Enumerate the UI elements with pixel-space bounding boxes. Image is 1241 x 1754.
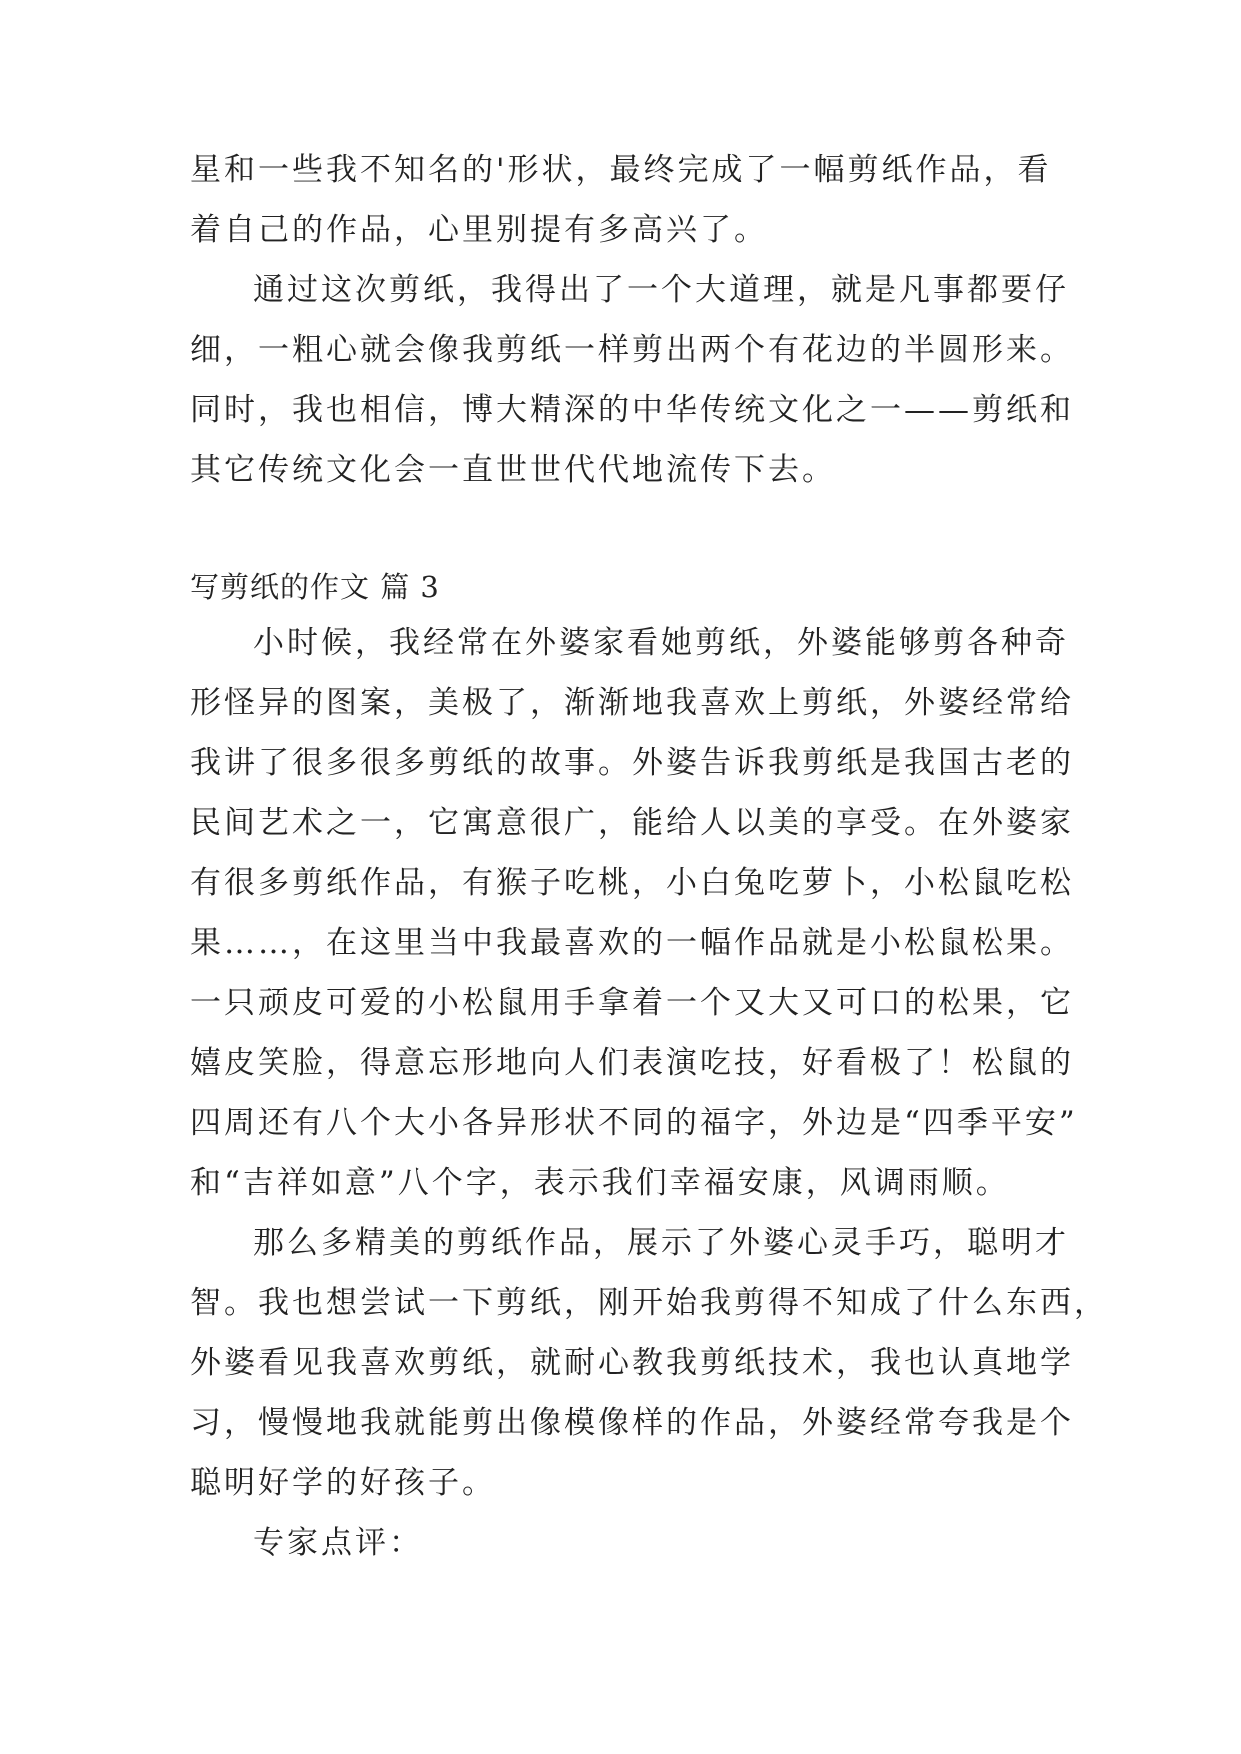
text-line: 着自己的作品，心里别提有多高兴了。	[190, 212, 768, 248]
text-line: 其它传统文化会一直世世代代地流传下去。	[190, 452, 836, 488]
text-line: 和“吉祥如意”八个字，表示我们幸福安康，风调雨顺。	[190, 1165, 1010, 1201]
expert-comment-label: 专家点评：	[253, 1525, 423, 1561]
text-line: 一只顽皮可爱的小松鼠用手拿着一个又大又可口的松果，它	[190, 985, 1074, 1021]
text-line: 那么多精美的剪纸作品，展示了外婆心灵手巧，聪明才	[253, 1225, 1069, 1261]
text-line: 习，慢慢地我就能剪出像模像样的作品，外婆经常夸我是个	[190, 1405, 1074, 1441]
text-line: 果……，在这里当中我最喜欢的一幅作品就是小松鼠松果。	[190, 925, 1074, 961]
text-line: 细，一粗心就会像我剪纸一样剪出两个有花边的半圆形来。	[190, 332, 1074, 368]
text-line: 嬉皮笑脸，得意忘形地向人们表演吃技，好看极了！松鼠的	[190, 1045, 1074, 1081]
text-line: 四周还有八个大小各异形状不同的福字，外边是“四季平安”	[190, 1105, 1078, 1141]
text-line: 智。我也想尝试一下剪纸，刚开始我剪得不知成了什么东西，	[190, 1285, 1108, 1321]
section-heading: 写剪纸的作文 篇 3	[190, 570, 440, 604]
text-line: 有很多剪纸作品，有猴子吃桃，小白兔吃萝卜，小松鼠吃松	[190, 865, 1074, 901]
text-line: 外婆看见我喜欢剪纸，就耐心教我剪纸技术，我也认真地学	[190, 1345, 1074, 1381]
text-line: 形怪异的图案，美极了，渐渐地我喜欢上剪纸，外婆经常给	[190, 685, 1074, 721]
text-line: 同时，我也相信，博大精深的中华传统文化之一——剪纸和	[190, 392, 1074, 428]
text-line: 聪明好学的好孩子。	[190, 1465, 496, 1501]
text-line: 民间艺术之一，它寓意很广，能给人以美的享受。在外婆家	[190, 805, 1074, 841]
text-line: 小时候，我经常在外婆家看她剪纸，外婆能够剪各种奇	[253, 625, 1069, 661]
text-line: 通过这次剪纸，我得出了一个大道理，就是凡事都要仔	[253, 272, 1069, 308]
text-line: 我讲了很多很多剪纸的故事。外婆告诉我剪纸是我国古老的	[190, 745, 1074, 781]
text-line: 星和一些我不知名的'形状，最终完成了一幅剪纸作品，看	[190, 152, 1052, 188]
